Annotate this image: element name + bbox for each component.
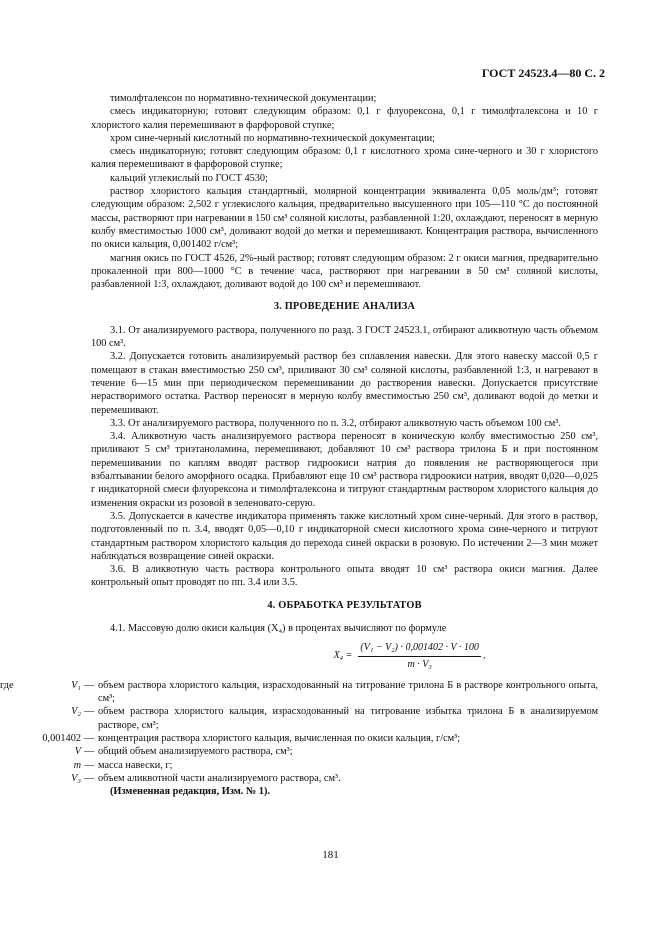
- section-3-title: 3. ПРОВЕДЕНИЕ АНАЛИЗА: [273, 301, 416, 313]
- formula-tail: ,: [482, 650, 486, 662]
- paragraph: раствор хлористого кальция стандартный, молярной концентрации эквивалента 0,05 моль/дм³; готовят следующим образом: 2,502 г углекислого кальция, предварительно высушенного при 105—110 °С до постоянной массы, растворяют при нагревании в 150 см³ соляной кислоты, разбавленной 1:20, охлаждают, переносят в мерную колбу вместимостью 1000 см³, доливают водой до метки и перемешивают. Концентрация раствора, вычисленного по окиси кальция, 0,001402 г/см³;: [91, 186, 598, 251]
- legend-item: [0, 745, 598, 758]
- paragraph-3-2: 3.2. Допускается готовить анализируемый раствор без сплавления навески. Для этого навеску массой 0,5 г помещают в стакан вместимостью 250 см³, приливают 30 см³ соляной кислоты, разбавленной 1:3, и нагревают в течение 6—15 мин при периодическом перемешивании до растворения навески. Допускается присутствие нерастворимого остатка. Раствор переносят в мерную колбу вместимостью 250 см³, доливают водой до метки и перемешивают.: [91, 351, 598, 416]
- legend-symbol: V₂: [71, 706, 81, 718]
- legend-symbol: V: [74, 746, 81, 758]
- legend-item: [0, 772, 598, 785]
- page-content: [0, 92, 598, 799]
- formula-denominator: m · V₃: [407, 658, 432, 670]
- formula-numerator: (V₁ − V₂) · 0,001402 · V · 100: [358, 641, 481, 656]
- legend-prefix: где: [0, 679, 14, 691]
- legend-text: объем аликвотной части анализируемого раствора, см³.: [98, 772, 341, 784]
- paragraph-4-1: 4.1. Массовую долю окиси кальция (X₄) в процентах вычисляют по формуле: [110, 622, 447, 634]
- legend-symbol: V₁: [71, 679, 81, 691]
- page-number: 181: [322, 849, 339, 861]
- legend-text: объем раствора хлористого кальция, израсходованный на титрование избытка трилона Б в анализируемом растворе, см³;: [98, 706, 598, 731]
- legend-dash: —: [84, 746, 95, 758]
- legend-item: [0, 732, 598, 745]
- legend-item: [0, 679, 598, 706]
- legend-dash: —: [84, 759, 95, 771]
- legend-item: [0, 705, 598, 732]
- legend-dash: —: [84, 679, 95, 691]
- legend-symbol: V₃: [71, 772, 81, 784]
- paragraph: хром сине-черный кислотный по нормативно-технической документации;: [110, 132, 436, 144]
- legend-dash: —: [84, 706, 95, 718]
- legend-text: концентрация раствора хлористого кальция, вычисленная по окиси кальция, г/см³;: [98, 733, 461, 745]
- paragraph: смесь индикаторную; готовят следующим образом: 0,1 г кислотного хрома сине-черного и 30 г хлористого калия перемешивают в фарфоровой ступке;: [91, 146, 598, 171]
- legend-symbol: m: [73, 759, 81, 771]
- legend-item: [0, 759, 598, 772]
- section-4-title: 4. ОБРАБОТКА РЕЗУЛЬТАТОВ: [267, 599, 422, 611]
- paragraph-3-4: 3.4. Аликвотную часть анализируемого раствора переносят в коническую колбу вместимостью 250 см³, приливают 5 см³ триэтаноламина, перемешивают, добавляют 10 см³ раствора трилона Б и при постоянном перемешивании по каплям вводят раствор гидроокиси натрия до появления не растворяющегося при взбалтывании белого аморфного осадка. Прибавляют еще 10 см³ раствора гидроокиси натрия, вводят 0,020—0,025 г индикаторной смеси флуорексона и тимолфталексона и титруют стандартным раствором хлористого кальция до изменения окраски из розовой в зеленовато-серую.: [91, 431, 598, 509]
- legend-symbol: 0,001402: [42, 733, 81, 745]
- paragraph: магния окись по ГОСТ 4526, 2%-ный раствор; готовят следующим образом: 2 г окиси магния, предварительно прокаленной при 800—1000 °С в течение часа, растворяют при нагревании в 50 см³ соляной кислоты, разбавленной 1:3, охлаждают, доливают водой до 100 см³ и перемешивают.: [91, 252, 598, 291]
- paragraph: смесь индикаторную; готовят следующим образом: 0,1 г флуорексона, 0,1 г тимолфталексона и 10 г хлористого калия перемешивают в фарфоровой ступке;: [91, 106, 598, 131]
- paragraph-3-1: 3.1. От анализируемого раствора, полученного по разд. 3 ГОСТ 24523.1, отбирают аликвотную часть объемом 100 см³.: [91, 324, 598, 350]
- legend-dash: —: [84, 772, 95, 784]
- paragraph-3-5: 3.5. Допускается в качестве индикатора применять также кислотный хром сине-черный. Для этого в раствор, подготовленный по п. 3.4, вводят 0,05—0,10 г индикаторной смеси кислотного хрома сине-черного и титруют стандартным раствором хлористого кальция до перехода синей окраски в розовую. По истечении 2—3 мин может наблюдаться возвращение синей окраски.: [91, 510, 598, 562]
- legend-text: объем раствора хлористого кальция, израсходованный на титрование трилона Б в растворе контрольного опыта, см³;: [98, 679, 598, 705]
- formula-fraction: [358, 641, 481, 671]
- paragraph: тимолфталексон по нормативно-технической документации;: [110, 93, 377, 104]
- legend-text: общий объем анализируемого раствора, см³;: [98, 746, 293, 758]
- paragraph-3-3: 3.3. От анализируемого раствора, полученного по п. 3.2, отбирают аликвотную часть объемом 100 см³.: [110, 417, 561, 429]
- legend-dash: —: [84, 733, 95, 745]
- paragraph: кальций углекислый по ГОСТ 4530;: [110, 172, 268, 184]
- page-header: ГОСТ 24523.4—80 С. 2: [481, 66, 605, 80]
- legend-text: масса навески, г;: [98, 759, 173, 771]
- edit-note: (Измененная редакция, Изм. № 1).: [110, 786, 270, 798]
- formula: [221, 641, 598, 671]
- paragraph-3-6: 3.6. В аликвотную часть раствора контрольного опыта вводят 10 см³ раствора окиси магния. Далее контрольный опыт проводят по пп. 3.4 или 3.5.: [91, 564, 598, 589]
- formula-lhs: X₄ =: [333, 650, 353, 662]
- legend-list: [0, 679, 598, 785]
